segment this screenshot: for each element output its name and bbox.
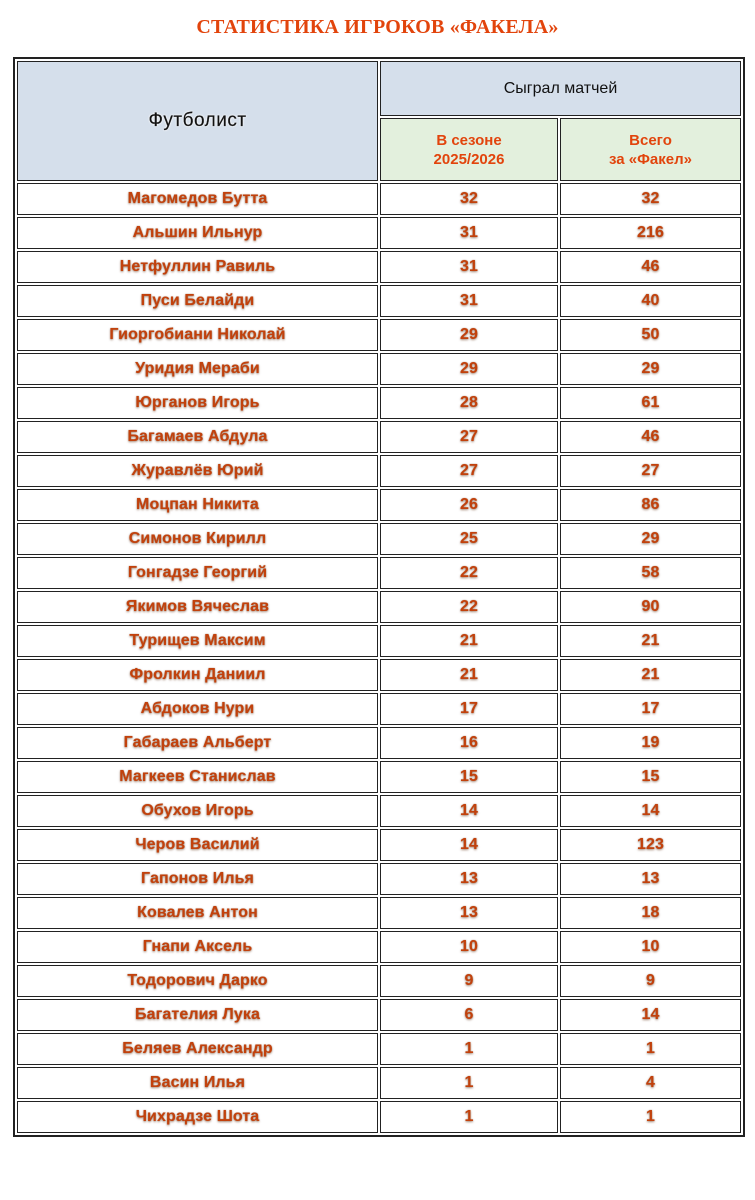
total-matches-cell: 9 [560,965,741,997]
season-matches-cell: 29 [380,319,558,351]
table-row [17,897,741,929]
season-matches-cell: 16 [380,727,558,759]
player-name-cell: Габараев Альберт [17,727,378,759]
table-row [17,931,741,963]
player-name-cell: Багателия Лука [17,999,378,1031]
player-name-cell: Беляев Александр [17,1033,378,1065]
table-row [17,489,741,521]
table-body [17,183,741,1133]
player-name-cell: Гонгадзе Георгий [17,557,378,589]
season-matches-cell: 14 [380,795,558,827]
player-name-cell: Ковалев Антон [17,897,378,929]
table-row [17,659,741,691]
player-name-cell: Черов Василий [17,829,378,861]
table-row [17,217,741,249]
season-matches-cell: 26 [380,489,558,521]
table-row [17,625,741,657]
total-matches-cell: 29 [560,353,741,385]
header-matches-played: Сыграл матчей [380,61,741,116]
total-matches-cell: 14 [560,795,741,827]
table-row [17,455,741,487]
season-matches-cell: 32 [380,183,558,215]
player-name-cell: Багамаев Абдула [17,421,378,453]
season-matches-cell: 9 [380,965,558,997]
total-matches-cell: 4 [560,1067,741,1099]
player-name-cell: Гнапи Аксель [17,931,378,963]
player-name-cell: Якимов Вячеслав [17,591,378,623]
player-name-cell: Магкеев Станислав [17,761,378,793]
season-matches-cell: 27 [380,455,558,487]
table-row [17,999,741,1031]
player-name-cell: Турищев Максим [17,625,378,657]
player-name-cell: Журавлёв Юрий [17,455,378,487]
season-matches-cell: 25 [380,523,558,555]
header-total-line1: Всего [629,131,672,149]
total-matches-cell: 29 [560,523,741,555]
total-matches-cell: 50 [560,319,741,351]
total-matches-cell: 86 [560,489,741,521]
total-matches-cell: 1 [560,1101,741,1133]
season-matches-cell: 22 [380,557,558,589]
total-matches-cell: 32 [560,183,741,215]
table-row [17,761,741,793]
player-name-cell: Пуси Белайди [17,285,378,317]
header-season-line2: 2025/2026 [433,150,505,168]
season-matches-cell: 31 [380,217,558,249]
table-row [17,353,741,385]
table-row [17,829,741,861]
total-matches-cell: 10 [560,931,741,963]
table-row [17,557,741,589]
total-matches-cell: 46 [560,421,741,453]
player-name-cell: Тодорович Дарко [17,965,378,997]
table-row [17,1101,741,1133]
table-row [17,523,741,555]
player-name-cell: Фролкин Даниил [17,659,378,691]
total-matches-cell: 19 [560,727,741,759]
header-total [560,118,741,181]
table-row [17,285,741,317]
season-matches-cell: 10 [380,931,558,963]
season-matches-cell: 17 [380,693,558,725]
season-matches-cell: 14 [380,829,558,861]
player-name-cell: Альшин Ильнур [17,217,378,249]
total-matches-cell: 58 [560,557,741,589]
table-row [17,1067,741,1099]
season-matches-cell: 22 [380,591,558,623]
player-name-cell: Уридия Мераби [17,353,378,385]
table-row [17,795,741,827]
total-matches-cell: 14 [560,999,741,1031]
total-matches-cell: 13 [560,863,741,895]
season-matches-cell: 1 [380,1101,558,1133]
total-matches-cell: 18 [560,897,741,929]
season-matches-cell: 21 [380,625,558,657]
table-row [17,727,741,759]
total-matches-cell: 46 [560,251,741,283]
total-matches-cell: 27 [560,455,741,487]
header-total-line2: за «Факел» [609,150,692,168]
season-matches-cell: 13 [380,897,558,929]
total-matches-cell: 123 [560,829,741,861]
header-player: Футболист [17,61,378,181]
player-name-cell: Гапонов Илья [17,863,378,895]
season-matches-cell: 29 [380,353,558,385]
season-matches-cell: 27 [380,421,558,453]
header-season [380,118,558,181]
total-matches-cell: 216 [560,217,741,249]
table-row [17,183,741,215]
total-matches-cell: 17 [560,693,741,725]
page-title: СТАТИСТИКА ИГРОКОВ «ФАКЕЛА» [196,16,559,38]
player-name-cell: Моцпан Никита [17,489,378,521]
table-row [17,1033,741,1065]
table-row [17,965,741,997]
player-name-cell: Чихрадзе Шота [17,1101,378,1133]
total-matches-cell: 90 [560,591,741,623]
table-row [17,863,741,895]
total-matches-cell: 40 [560,285,741,317]
season-matches-cell: 1 [380,1067,558,1099]
player-stats-table [13,57,745,1137]
total-matches-cell: 1 [560,1033,741,1065]
season-matches-cell: 28 [380,387,558,419]
player-name-cell: Абдоков Нури [17,693,378,725]
header-season-line1: В сезоне [436,131,502,149]
season-matches-cell: 6 [380,999,558,1031]
season-matches-cell: 1 [380,1033,558,1065]
player-name-cell: Юрганов Игорь [17,387,378,419]
season-matches-cell: 21 [380,659,558,691]
total-matches-cell: 21 [560,659,741,691]
table-row [17,251,741,283]
player-name-cell: Обухов Игорь [17,795,378,827]
player-name-cell: Симонов Кирилл [17,523,378,555]
table-row [17,591,741,623]
total-matches-cell: 21 [560,625,741,657]
table-row [17,421,741,453]
season-matches-cell: 31 [380,251,558,283]
player-name-cell: Васин Илья [17,1067,378,1099]
season-matches-cell: 13 [380,863,558,895]
player-name-cell: Нетфуллин Равиль [17,251,378,283]
table-row [17,319,741,351]
total-matches-cell: 15 [560,761,741,793]
table-row [17,693,741,725]
table-row [17,387,741,419]
season-matches-cell: 15 [380,761,558,793]
player-name-cell: Магомедов Бутта [17,183,378,215]
season-matches-cell: 31 [380,285,558,317]
total-matches-cell: 61 [560,387,741,419]
player-name-cell: Гиоргобиани Николай [17,319,378,351]
